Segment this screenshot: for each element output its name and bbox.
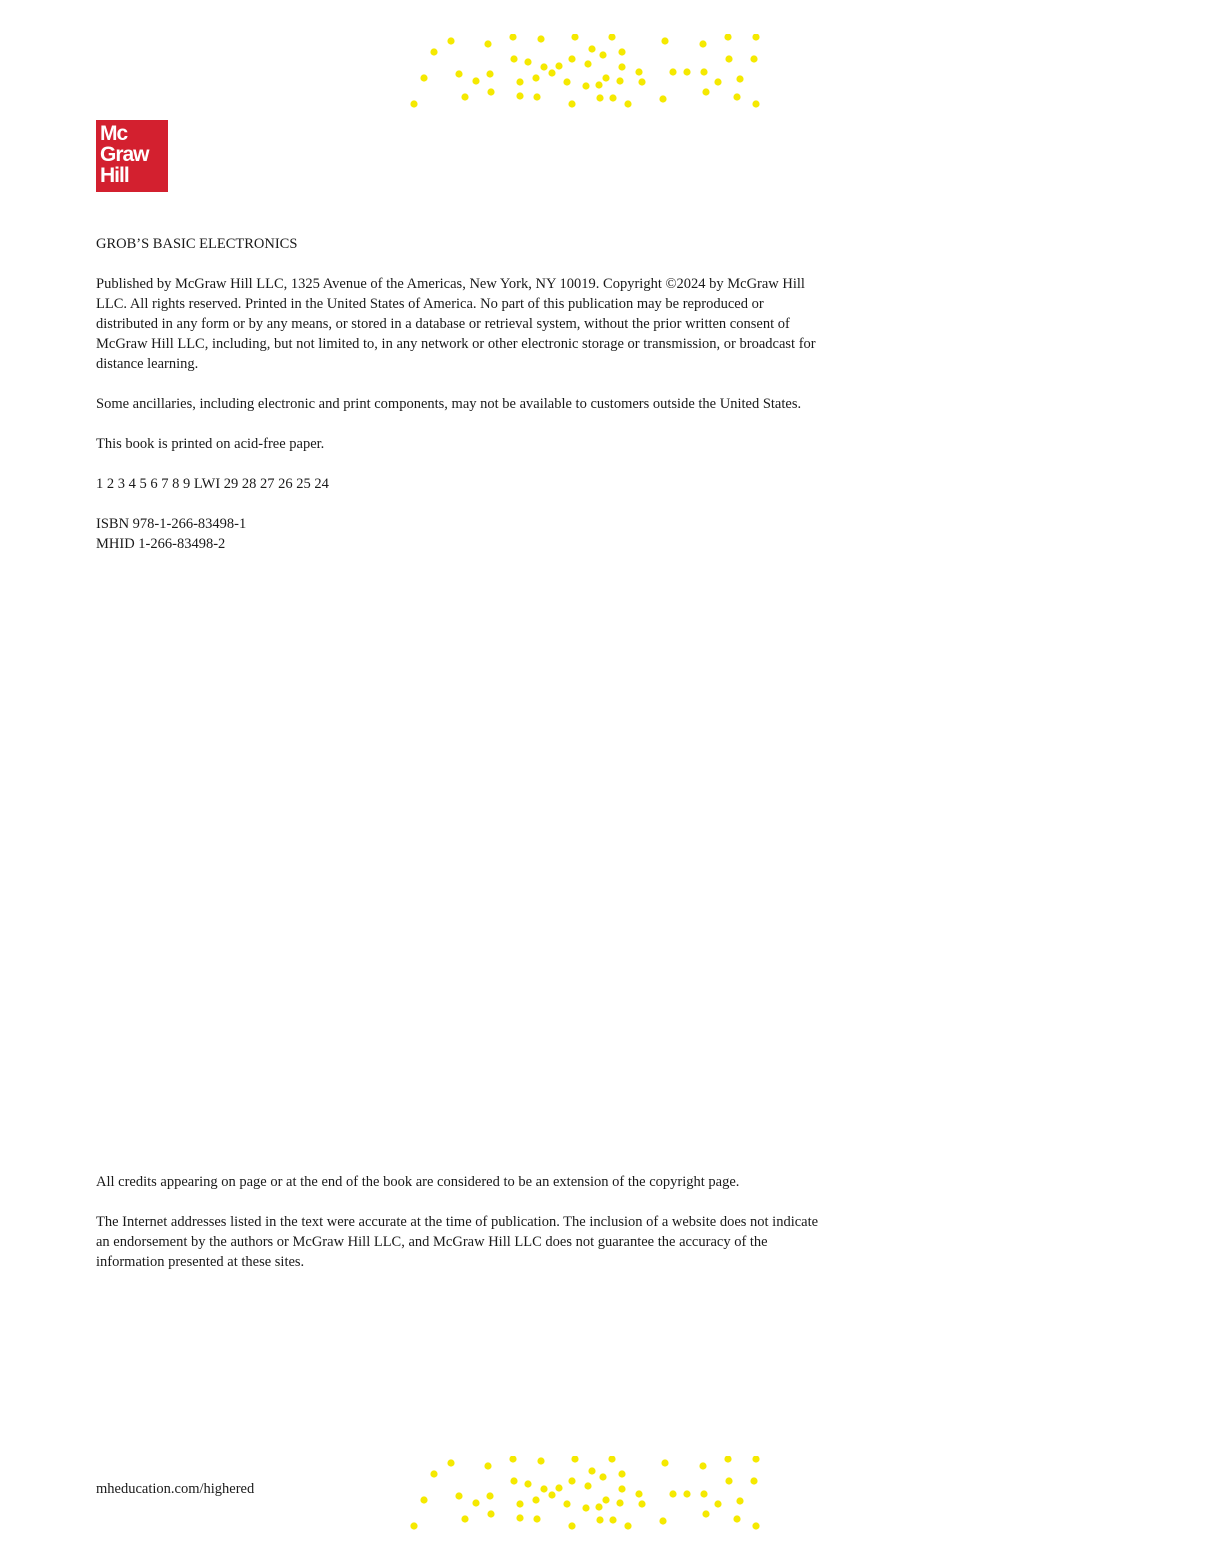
decorative-dot — [624, 1522, 631, 1529]
decorative-dot — [752, 1456, 759, 1463]
decorative-dot — [618, 1485, 625, 1492]
yellow-dot-pattern-bottom — [410, 1456, 766, 1532]
decorative-dot — [699, 40, 706, 47]
logo-line-graw: Graw — [100, 143, 149, 166]
logo-line-mc: Mc — [100, 122, 128, 145]
decorative-dot — [669, 68, 676, 75]
decorative-dot — [472, 1499, 479, 1506]
decorative-dot — [455, 70, 462, 77]
decorative-dot — [616, 1499, 623, 1506]
decorative-dot — [584, 1482, 591, 1489]
decorative-dot — [487, 1510, 494, 1517]
decorative-dot — [661, 1459, 668, 1466]
decorative-dot — [484, 40, 491, 47]
mhid: MHID 1-266-83498-2 — [96, 536, 226, 552]
decorative-dot — [420, 1496, 427, 1503]
mcgraw-hill-logo — [96, 120, 168, 192]
publisher-statement: Published by McGraw Hill LLC, 1325 Avenue of the Americas, New York, NY 10019. Copyright ©2024 by McGraw Hill LLC. All rights reserved. Printed in the United States of America. No part of this publication may be reproduced or distributed in any form or by any means, or stored in a database or retrieval system, without the prior written consent of McGraw Hill LLC, including, but not limited to, in any network or other electronic storage or transmission, or broadcast for distance learning. — [96, 276, 816, 372]
decorative-dot — [455, 1492, 462, 1499]
decorative-dot — [750, 55, 757, 62]
decorative-dot — [609, 1516, 616, 1523]
decorative-dot — [486, 1492, 493, 1499]
decorative-dot — [548, 69, 555, 76]
decorative-dot — [659, 95, 666, 102]
decorative-dot — [510, 1477, 517, 1484]
decorative-dot — [548, 1491, 555, 1498]
logo-line-hill: Hill — [100, 164, 129, 187]
decorative-dot — [702, 88, 709, 95]
decorative-dot — [750, 1477, 757, 1484]
decorative-dot — [659, 1517, 666, 1524]
decorative-dot — [532, 1496, 539, 1503]
decorative-dot — [635, 1490, 642, 1497]
decorative-dot — [599, 1473, 606, 1480]
decorative-dot — [516, 78, 523, 85]
decorative-dot — [661, 37, 668, 44]
decorative-dot — [752, 34, 759, 41]
decorative-dot — [699, 1462, 706, 1469]
decorative-dot — [584, 60, 591, 67]
decorative-dot — [596, 94, 603, 101]
decorative-dot — [472, 77, 479, 84]
decorative-dot — [588, 1467, 595, 1474]
decorative-dot — [410, 100, 417, 107]
decorative-dot — [540, 1485, 547, 1492]
decorative-dot — [618, 48, 625, 55]
footer-notices — [96, 1172, 826, 1292]
decorative-dot — [700, 68, 707, 75]
decorative-dot — [702, 1510, 709, 1517]
decorative-dot — [568, 1522, 575, 1529]
decorative-dot — [555, 62, 562, 69]
decorative-dot — [588, 45, 595, 52]
decorative-dot — [714, 78, 721, 85]
decorative-dot — [733, 1515, 740, 1522]
decorative-dot — [595, 1503, 602, 1510]
decorative-dot — [447, 1459, 454, 1466]
decorative-dot — [618, 63, 625, 70]
decorative-dot — [725, 1477, 732, 1484]
decorative-dot — [533, 93, 540, 100]
decorative-dot — [602, 1496, 609, 1503]
decorative-dot — [484, 1462, 491, 1469]
decorative-dot — [752, 100, 759, 107]
credits-notice: All credits appearing on page or at the end of the book are considered to be an extension of the copyright page. — [96, 1174, 740, 1190]
decorative-dot — [533, 1515, 540, 1522]
decorative-dot — [487, 88, 494, 95]
decorative-dot — [683, 1490, 690, 1497]
copyright-text — [96, 234, 826, 554]
decorative-dot — [486, 70, 493, 77]
decorative-dot — [571, 1456, 578, 1463]
decorative-dot — [516, 92, 523, 99]
decorative-dot — [532, 74, 539, 81]
decorative-dot — [516, 1500, 523, 1507]
internet-notice: The Internet addresses listed in the text were accurate at the time of publication. The inclusion of a website does not indicate an endorsement by the authors or McGraw Hill LLC, and McGraw Hill LLC does not guarantee the accuracy of the information presented at these sites. — [96, 1214, 819, 1270]
decorative-dot — [608, 34, 615, 41]
decorative-dot — [461, 93, 468, 100]
decorative-dot — [582, 1504, 589, 1511]
decorative-dot — [624, 100, 631, 107]
decorative-dot — [733, 93, 740, 100]
decorative-dot — [430, 48, 437, 55]
book-title: GROB’S BASIC ELECTRONICS — [96, 236, 298, 252]
decorative-dot — [540, 63, 547, 70]
decorative-dot — [609, 94, 616, 101]
decorative-dot — [700, 1490, 707, 1497]
decorative-dot — [537, 1457, 544, 1464]
decorative-dot — [555, 1484, 562, 1491]
decorative-dot — [596, 1516, 603, 1523]
decorative-dot — [616, 77, 623, 84]
decorative-dot — [563, 1500, 570, 1507]
decorative-dot — [602, 74, 609, 81]
ancillaries-notice: Some ancillaries, including electronic and print components, may not be available to customers outside the United States. — [96, 396, 802, 412]
decorative-dot — [638, 78, 645, 85]
decorative-dot — [568, 1477, 575, 1484]
decorative-dot — [608, 1456, 615, 1463]
decorative-dot — [638, 1500, 645, 1507]
decorative-dot — [509, 1456, 516, 1463]
printing-line: 1 2 3 4 5 6 7 8 9 LWI 29 28 27 26 25 24 — [96, 476, 329, 492]
decorative-dot — [509, 34, 516, 41]
decorative-dot — [524, 58, 531, 65]
isbn: ISBN 978-1-266-83498-1 — [96, 516, 247, 532]
decorative-dot — [568, 55, 575, 62]
decorative-dot — [524, 1480, 531, 1487]
yellow-dot-pattern-top — [410, 34, 766, 110]
decorative-dot — [724, 34, 731, 41]
decorative-dot — [537, 35, 544, 42]
decorative-dot — [752, 1522, 759, 1529]
decorative-dot — [618, 1470, 625, 1477]
decorative-dot — [420, 74, 427, 81]
decorative-dot — [599, 51, 606, 58]
decorative-dot — [461, 1515, 468, 1522]
decorative-dot — [669, 1490, 676, 1497]
paper-notice: This book is printed on acid-free paper. — [96, 436, 325, 452]
decorative-dot — [568, 100, 575, 107]
decorative-dot — [725, 55, 732, 62]
decorative-dot — [683, 68, 690, 75]
decorative-dot — [714, 1500, 721, 1507]
decorative-dot — [563, 78, 570, 85]
decorative-dot — [571, 34, 578, 41]
decorative-dot — [510, 55, 517, 62]
decorative-dot — [516, 1514, 523, 1521]
decorative-dot — [410, 1522, 417, 1529]
decorative-dot — [736, 75, 743, 82]
decorative-dot — [595, 81, 602, 88]
decorative-dot — [736, 1497, 743, 1504]
decorative-dot — [724, 1456, 731, 1463]
decorative-dot — [635, 68, 642, 75]
decorative-dot — [582, 82, 589, 89]
website-url: mheducation.com/highered — [96, 1481, 255, 1497]
decorative-dot — [447, 37, 454, 44]
decorative-dot — [430, 1470, 437, 1477]
